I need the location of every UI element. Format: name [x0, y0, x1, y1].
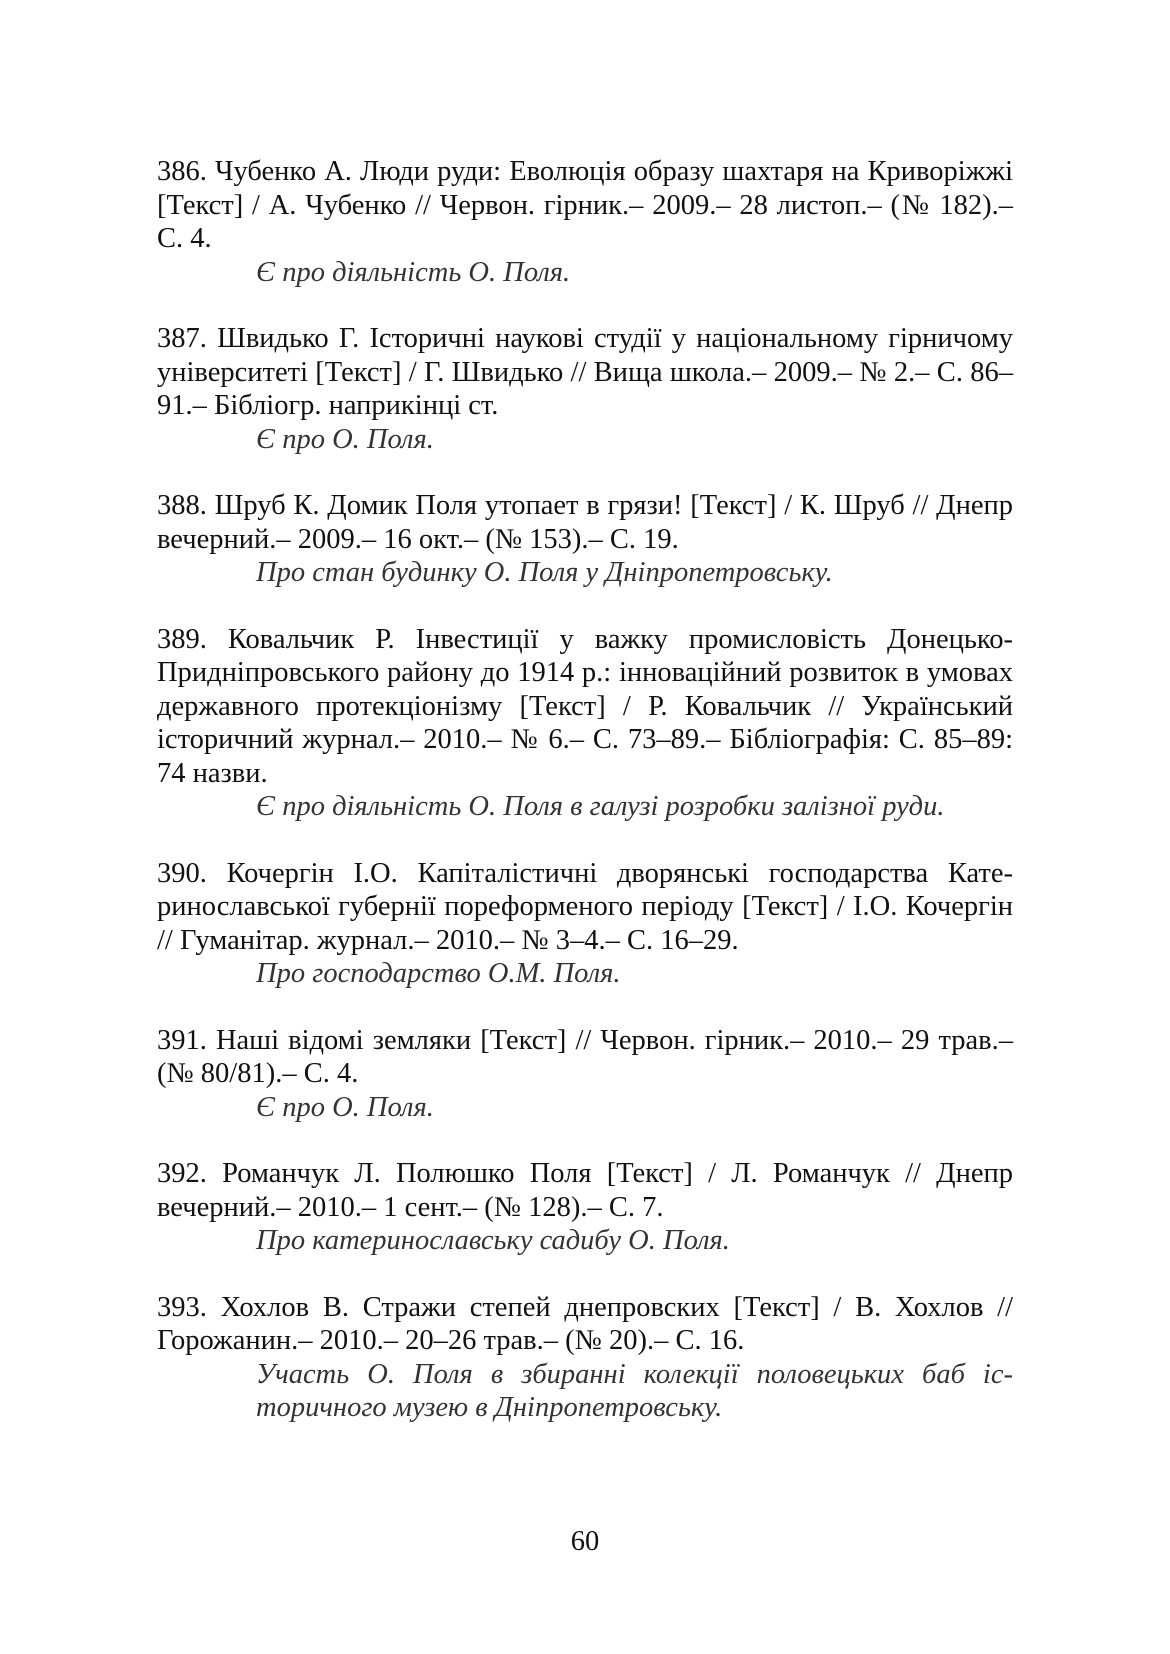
entry-citation: 391. Наші відомі земляки [Текст] // Червон. гірник.– 2010.– 29 трав.– (№ 80/81).– С. 4.	[157, 1024, 1013, 1089]
entry-citation: 388. Шруб К. Домик Поля утопает в грязи! [Текст] / К. Шруб // Днепр вечерний.– 2009.– 16 окт.– (№ 153).– С. 19.	[157, 490, 1013, 555]
entry-annotation: Є про діяльність О. Поля.	[256, 256, 571, 288]
bibliography-entry-389	[157, 623, 1013, 824]
bibliography-entry-390	[157, 857, 1013, 991]
bibliography-entry-386	[157, 155, 1013, 289]
bibliography-entry-393	[157, 1291, 1013, 1425]
entry-citation: 390. Кочергін І.О. Капіталістичні дворянські господарства Катеринославської губернії пореформеного періоду [Текст] / І.О. Кочергін // Гуманітар. журнал.– 2010.– № 3–4.– С. 16–29.	[157, 857, 1013, 956]
entry-citation: 393. Хохлов В. Стражи степей днепровских [Текст] / В. Хохлов // Горожанин.– 2010.– 20–26 трав.– (№ 20).– С. 16.	[157, 1291, 1013, 1356]
entry-citation: 387. Швидько Г. Історичні наукові студії у національному гірничому університеті [Текст] / Г. Швидько // Вища школа.– 2009.– № 2.– С. 86–91.– Бібліогр. наприкінці ст.	[157, 323, 1013, 421]
entry-citation: 392. Романчук Л. Полюшко Поля [Текст] / Л. Романчук // Днепр вечерний.– 2010.– 1 сент.– (№ 128).– С. 7.	[157, 1158, 1013, 1223]
page-number: 60	[570, 1526, 600, 1557]
bibliography-list	[157, 155, 1013, 1458]
entry-annotation: Про катеринославську садибу О. Поля.	[256, 1225, 730, 1256]
entry-citation: 389. Ковальчик Р. Інвестиції у важку промисловість Донецько-Придніпровського району до 1914 р.: інноваційний розвиток в умовах державного протекціонізму [Текст] / Р. Ковальчик // Український історичний журнал.– 2010.– № 6.– С. 73–89.– Бібліографія: С. 85–89: 74 назви.	[157, 623, 1013, 789]
bibliography-entry-392	[157, 1157, 1013, 1258]
entry-annotation: Про стан будинку О. Поля у Дніпропетровську.	[256, 557, 833, 588]
entry-annotation: Є про О. Поля.	[256, 423, 434, 455]
entry-annotation: Про господарство О.М. Поля.	[256, 958, 621, 989]
entry-annotation: Участь О. Поля в збиранні колекції половецьких баб історичного музею в Дніпропетровську.	[256, 1358, 1013, 1423]
bibliography-entry-387	[157, 322, 1013, 456]
entry-annotation: Є про діяльність О. Поля в галузі розробки залізної руди.	[256, 791, 945, 822]
bibliography-entry-391	[157, 1024, 1013, 1125]
entry-annotation: Є про О. Поля.	[256, 1091, 434, 1123]
bibliography-entry-388	[157, 489, 1013, 590]
entry-citation: 386. Чубенко А. Люди руди: Еволюція образу шахтаря на Криворіжжі [Текст] / А. Чубенко // Червон. гірник.– 2009.– 28 листоп.– (№ 182).– С. 4.	[157, 156, 1013, 254]
